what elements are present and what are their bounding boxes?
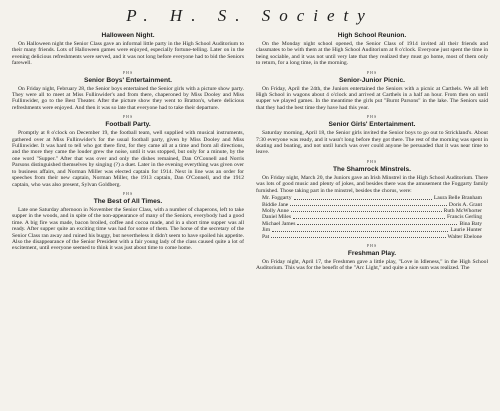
cast-row — [262, 234, 482, 240]
article-body: Promptly at 8 o'clock on December 19, the football team, well supplied with musical instruments, gathered over at Miss Fullinwider's for the usual football party, given by Miss Dooley and Miss Fullinwider. It was hard to tell who got there first, for they came all at a time and from all directions, and the more they came the louder grew the noise, until it was stopped, but only for a minute, by the one word "Supper." After that was over and only the dishes remained, Dan O'Connell and Norris Parsons distinguished themselves by singing (?) a duet. Later in the evening everything was given over to business affairs, and Norman Miller was elected captain for 1914. Next in line was an order for speeches from their new captain, Norman Miller, the 1913 captain, Dan O'Connell, and the 1912 captain, who was also present, Sylvan Goldberg. — [12, 130, 244, 188]
cast-actor: Bina Baty — [459, 220, 482, 227]
section-divider: PHS — [122, 190, 134, 196]
cast-role: Michael James — [262, 220, 296, 227]
cast-role: Daniel Miles — [262, 214, 292, 221]
leader-dots — [294, 195, 432, 199]
leader-dots — [290, 202, 447, 206]
article-body: On Halloween night the Senior Class gave an informal little party in the High School Auditorium to their many friends. Lots of Halloween games were enjoyed, especially fortune-telling. Later on in the evening delicious refreshments were served, and it was not long before everyone had to bid the Seniors farewell. — [12, 41, 244, 67]
cast-role: Biddie Jane — [262, 201, 289, 208]
cast-actor: Laurie Hunter — [450, 227, 482, 234]
article-body: On the Monday night school opened, the Senior Class of 1914 invited all their friends and classmates to be with them at the High School Auditorium at 8 o'clock. Everyone just spent the time in being sociable, and it was not until very late that they realized they must go home, most of them only to return, for a long time, in the morning. — [256, 41, 488, 67]
article-title: The Shamrock Minstrels. — [332, 165, 412, 173]
cast-role: Pat — [262, 233, 270, 240]
section-divider: PHS — [366, 69, 378, 75]
article-title: Senior Boys' Entertainment. — [83, 76, 173, 84]
article-shamrock-minstrels — [256, 166, 488, 240]
cast-list — [256, 195, 488, 240]
article-title: Freshman Play. — [347, 249, 397, 257]
article-title: Football Party. — [105, 121, 151, 129]
cast-role: Molly Anne — [262, 207, 289, 214]
leader-dots — [291, 208, 442, 212]
article-body: Late one Saturday afternoon in November the Senior Class, with a number of chaperons, left to take supper in the woods, and in spite of the non-appearance of many of the Seniors, everybody had a good time. A big fire was made, bacon broiled, coffee and cocoa made, and in a short time supper was all ready. After supper quite an exciting time was had for some of them. The horse of the secretary of the Senior Class ran away and ruined his buggy, but nevertheless it didn't seem to have spoiled his appetite. Also the disappearance of the Senior President with a fair young lady of the class caused quite a lot of excitement, until everyone seemed to think it was just about time to come home. — [12, 206, 244, 252]
right-column — [256, 32, 488, 275]
section-divider: PHS — [122, 114, 134, 120]
article-body: On Friday night, March 20, the Juniors gave an Irish Minstrel in the High School Auditorium. There was lots of good music and plenty of jokes, and besides there was the amusement the Foggarty family furnished. Those taking part in the minstrel, besides the chorus, were: — [256, 174, 488, 194]
article-senior-boys — [12, 77, 244, 112]
article-freshman-play — [256, 250, 488, 272]
article-title: Senior Girls' Entertainment. — [328, 121, 416, 129]
page-title: P. H. S. Society — [126, 6, 374, 25]
leader-dots — [271, 234, 445, 238]
article-best-of-all-times — [12, 198, 244, 252]
article-title: Halloween Night. — [101, 32, 155, 39]
article-senior-girls — [256, 121, 488, 156]
section-divider: PHS — [366, 242, 378, 248]
leader-dots — [272, 227, 448, 231]
article-title: Senior-Junior Picnic. — [339, 76, 405, 84]
section-divider: PHS — [366, 158, 378, 164]
section-divider: PHS — [122, 69, 134, 75]
article-body: Saturday morning, April 18, the Senior girls invited the Senior boys to go out to Strickland's. About 7:30 everyone was ready, and it wasn't long before they got there. The rest of the morning was spent in skating and boating, and not until lunch was over could anyone be persuaded that it was near time to leave. — [256, 130, 488, 156]
cast-actor: Francis Gerling — [447, 214, 482, 221]
leader-dots — [297, 221, 457, 225]
article-halloween — [12, 32, 244, 67]
columns — [12, 32, 488, 275]
cast-role: Jim — [262, 227, 271, 234]
left-column — [12, 32, 244, 275]
section-divider: PHS — [366, 114, 378, 120]
article-body: On Friday, April the 24th, the Juniors entertained the Seniors with a picnic at Carthels. We all left High School in wagons about 4 o'clock and arrived at Carthels in a half an hour. From then on until supper we played games. In the meantime the girls put "Burnt Parsons" in the lake. The Seniors said that they had the best time they have had this year. — [256, 85, 488, 111]
article-body: On Friday night, April 17, the Freshmen gave a little play, "Love in Idleness," in the High School Auditorium. This was for the benefit of the "Arc Light," and quite a nice sum was realized. The — [256, 258, 488, 272]
cast-role: Mr. Foggarty — [262, 195, 292, 202]
cast-actor: Doris A. Grant — [448, 201, 482, 208]
article-title: The Best of All Times. — [93, 197, 163, 205]
leader-dots — [293, 214, 445, 218]
article-football-party — [12, 121, 244, 188]
cast-actor: Walter Ebelone — [447, 233, 482, 240]
article-senior-junior-picnic — [256, 77, 488, 112]
article-title: High School Reunion. — [337, 32, 407, 39]
article-body: On Friday night, February 28, the Senior boys entertained the Senior girls with a picture show party. They were all to meet at Miss Fullinwider's and from there, chaperoned by Miss Dooley and Miss Fullinwider, go to the Best Theater. After the picture show they went to Bratton's, where delicious refreshments were enjoyed. And then it was so late that everyone had to take their departure. — [12, 85, 244, 111]
article-reunion — [256, 32, 488, 67]
cast-actor: Laura Belle Branham — [433, 195, 482, 202]
cast-actor: Ruth McWhorter — [443, 207, 482, 214]
